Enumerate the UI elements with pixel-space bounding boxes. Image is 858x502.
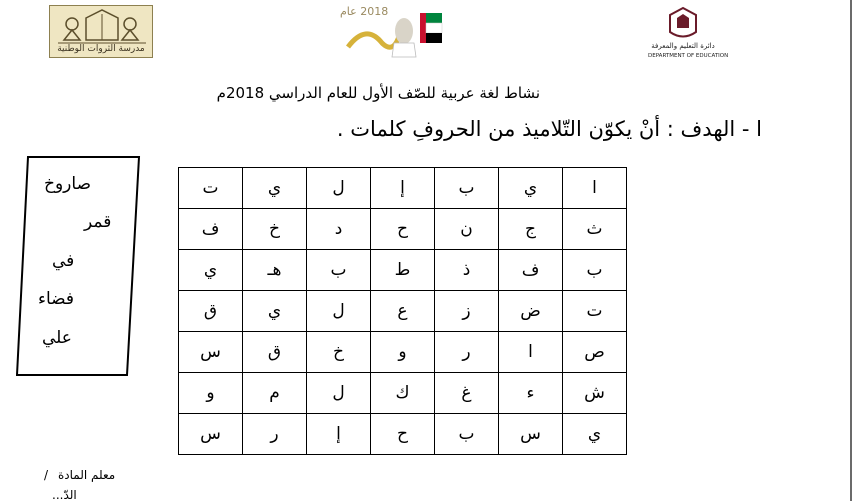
grid-cell xyxy=(307,168,371,209)
grid-letter: ف xyxy=(201,219,220,239)
year-logo xyxy=(336,3,446,59)
school-logo xyxy=(49,5,153,58)
grid-letter: ي xyxy=(267,178,282,198)
grid-cell xyxy=(307,250,371,291)
grid-letter: ا xyxy=(528,342,533,362)
grid-cell xyxy=(179,250,243,291)
grid-letter: ع xyxy=(397,301,408,321)
grid-cell xyxy=(499,332,563,373)
grid-row xyxy=(179,332,627,373)
grid-letter: ل xyxy=(332,301,345,321)
grid-cell xyxy=(435,332,499,373)
teacher-name: الدّ... xyxy=(52,488,77,502)
word-item: فضاء xyxy=(38,289,75,309)
grid-cell xyxy=(179,414,243,455)
grid-letter: س xyxy=(200,424,221,444)
grid-row xyxy=(179,209,627,250)
grid-cell xyxy=(179,291,243,332)
grid-letter: ض xyxy=(520,301,541,321)
grid-row xyxy=(179,291,627,332)
grid-cell xyxy=(179,332,243,373)
grid-cell xyxy=(371,414,435,455)
grid-letter: و xyxy=(398,342,407,362)
grid-cell xyxy=(563,332,627,373)
grid-cell xyxy=(243,250,307,291)
grid-letter: إ xyxy=(336,424,341,444)
grid-cell xyxy=(243,373,307,414)
word-item: قمر xyxy=(84,212,112,232)
emblem-icon xyxy=(648,6,718,42)
grid-cell xyxy=(435,291,499,332)
page-edge xyxy=(850,0,852,501)
grid-letter: د xyxy=(334,219,343,239)
grid-letter: ص xyxy=(584,342,605,362)
grid-letter: ب xyxy=(330,260,347,280)
word-item: في xyxy=(52,251,75,271)
grid-letter: س xyxy=(200,342,221,362)
grid-cell xyxy=(371,373,435,414)
grid-cell xyxy=(435,209,499,250)
grid-cell xyxy=(499,250,563,291)
grid-letter: ل xyxy=(332,383,345,403)
grid-row xyxy=(179,250,627,291)
grid-row xyxy=(179,168,627,209)
grid-letter: ح xyxy=(397,424,408,444)
education-department-logo xyxy=(648,6,729,62)
activity-title: نشاط لغة عربية للصّف الأول للعام الدراسي 2018م xyxy=(216,84,540,102)
grid-cell xyxy=(563,291,627,332)
grid-letter: ت xyxy=(586,301,603,321)
grid-letter: ق xyxy=(267,342,282,362)
grid-letter: ق xyxy=(203,301,218,321)
grid-letter: ر xyxy=(270,424,279,444)
grid-cell xyxy=(307,373,371,414)
grid-letter: م xyxy=(269,383,280,403)
grid-letter: ج xyxy=(525,219,536,239)
grid-cell xyxy=(435,168,499,209)
grid-letter: ء xyxy=(526,383,535,403)
grid-cell xyxy=(435,414,499,455)
grid-cell xyxy=(499,291,563,332)
grid-letter: ل xyxy=(332,178,345,198)
ministry-arabic-name: دائرة التعليم والمعرفة xyxy=(651,42,715,50)
grid-cell xyxy=(243,168,307,209)
grid-letter: ز xyxy=(462,301,471,321)
grid-letter: خ xyxy=(333,342,344,362)
grid-cell xyxy=(499,209,563,250)
grid-cell xyxy=(563,168,627,209)
grid-letter: ف xyxy=(521,260,540,280)
grid-letter: هـ xyxy=(267,260,282,280)
grid-cell xyxy=(179,209,243,250)
school-logo-text: مدرسة الثروات الوطنية xyxy=(57,44,145,54)
grid-cell xyxy=(243,414,307,455)
grid-cell xyxy=(371,332,435,373)
grid-row xyxy=(179,373,627,414)
grid-letter: و xyxy=(206,383,215,403)
grid-cell xyxy=(563,250,627,291)
grid-cell xyxy=(435,373,499,414)
letter-grid xyxy=(178,167,627,455)
grid-letter: ر xyxy=(462,342,471,362)
grid-cell xyxy=(563,414,627,455)
objective: ا - الهدف : أنْ يكوّن التّلاميذ من الحروفِ كلمات . xyxy=(336,117,762,141)
grid-letter: ب xyxy=(458,424,475,444)
grid-cell xyxy=(307,414,371,455)
grid-letter: ب xyxy=(586,260,603,280)
grid-letter: ا xyxy=(592,178,597,198)
grid-letter: ي xyxy=(587,424,602,444)
grid-letter: ش xyxy=(584,383,605,403)
grid-cell xyxy=(307,291,371,332)
grid-letter: ي xyxy=(267,301,282,321)
grid-cell xyxy=(371,291,435,332)
grid-letter: ك xyxy=(395,383,410,403)
grid-cell xyxy=(499,168,563,209)
grid-letter: خ xyxy=(269,219,280,239)
grid-cell xyxy=(243,209,307,250)
teacher-slash: / xyxy=(44,468,49,482)
grid-letter: ب xyxy=(458,178,475,198)
teacher-label: معلم المادة xyxy=(58,468,116,482)
grid-letter: ث xyxy=(586,219,603,239)
grid-letter: ذ xyxy=(462,260,471,280)
year-logo-text: 2018 عام xyxy=(340,5,389,18)
grid-letter: ي xyxy=(523,178,538,198)
grid-cell xyxy=(371,209,435,250)
grid-letter: ي xyxy=(203,260,218,280)
grid-cell xyxy=(499,414,563,455)
grid-letter: س xyxy=(520,424,541,444)
grid-cell xyxy=(243,332,307,373)
grid-cell xyxy=(371,168,435,209)
grid-letter: ت xyxy=(202,178,219,198)
grid-cell xyxy=(179,168,243,209)
grid-cell xyxy=(435,250,499,291)
grid-cell xyxy=(179,373,243,414)
grid-cell xyxy=(563,209,627,250)
ministry-english-name: DEPARTMENT OF EDUCATION xyxy=(648,53,729,59)
grid-cell xyxy=(307,209,371,250)
grid-letter: غ xyxy=(461,383,472,403)
word-item: صاروخ xyxy=(44,174,92,194)
grid-cell xyxy=(563,373,627,414)
grid-cell xyxy=(243,291,307,332)
grid-cell xyxy=(499,373,563,414)
grid-cell xyxy=(371,250,435,291)
grid-row xyxy=(179,414,627,455)
grid-cell xyxy=(307,332,371,373)
grid-letter: ن xyxy=(460,219,473,239)
grid-letter: إ xyxy=(400,178,405,198)
word-item: علي xyxy=(42,328,72,348)
grid-letter: ط xyxy=(394,260,411,280)
grid-letter: ح xyxy=(397,219,408,239)
word-list-box xyxy=(16,156,156,376)
